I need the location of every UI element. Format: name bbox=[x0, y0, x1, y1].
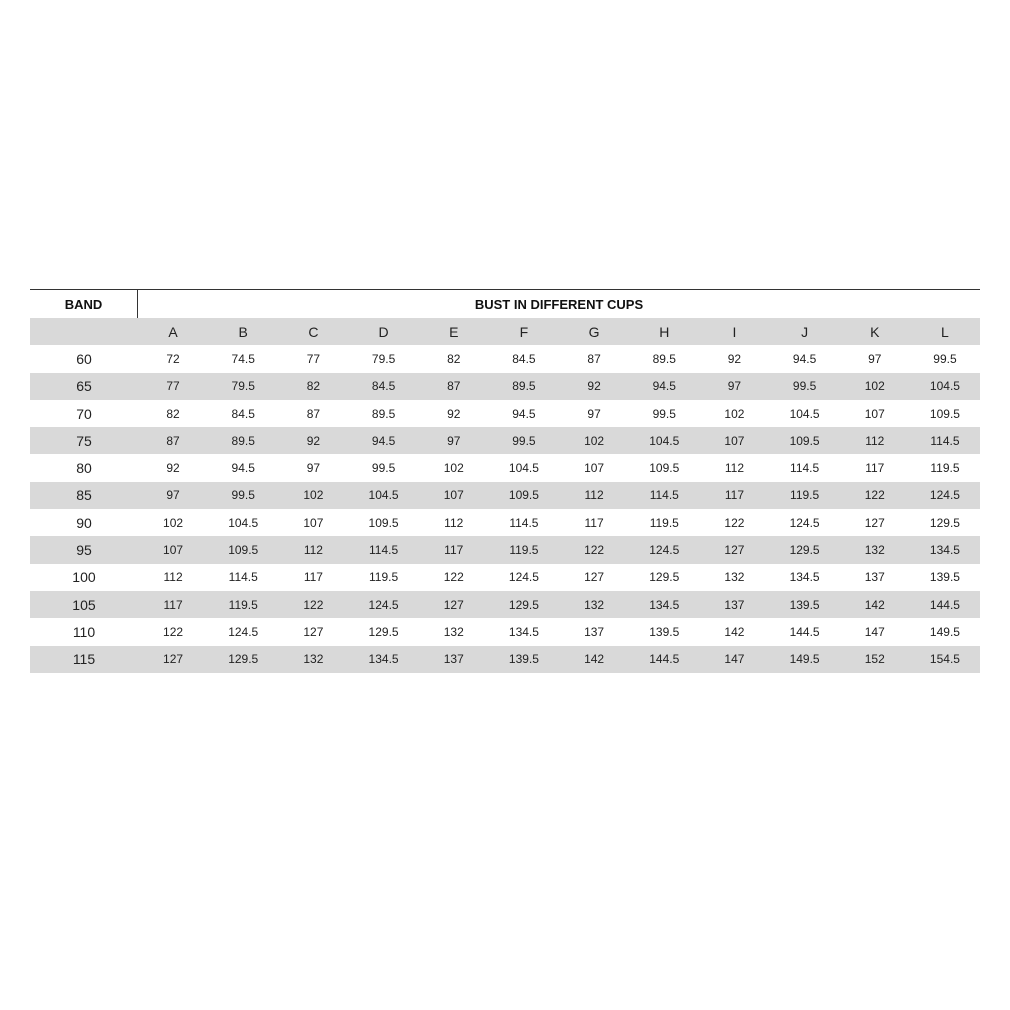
bust-measurement-cell: 112 bbox=[865, 433, 885, 448]
bust-measurement-cell: 119.5 bbox=[790, 488, 820, 503]
table-body bbox=[30, 345, 980, 673]
table-header-row bbox=[30, 290, 980, 318]
bust-measurement-cell: 74.5 bbox=[231, 351, 255, 366]
size-chart-table bbox=[30, 289, 980, 673]
bust-measurement-cell: 132 bbox=[864, 543, 885, 558]
bust-measurement-cell: 87 bbox=[587, 351, 601, 366]
bust-measurement-cell: 94.5 bbox=[512, 406, 536, 421]
bust-measurement-cell: 122 bbox=[163, 624, 184, 639]
bust-measurement-cell: 119.5 bbox=[509, 543, 539, 558]
bust-measurement-cell: 112 bbox=[724, 461, 744, 476]
bust-measurement-cell: 147 bbox=[864, 624, 885, 639]
bust-measurement-cell: 112 bbox=[444, 515, 464, 530]
bust-measurement-cell: 122 bbox=[303, 597, 324, 612]
band-size-cell: 65 bbox=[76, 378, 92, 395]
bust-measurement-cell: 144.5 bbox=[789, 624, 820, 639]
bust-measurement-cell: 112 bbox=[303, 543, 323, 558]
bust-measurement-cell: 107 bbox=[864, 406, 885, 421]
bust-measurement-cell: 147 bbox=[724, 652, 745, 667]
bust-measurement-cell: 124.5 bbox=[789, 515, 820, 530]
bust-measurement-cell: 117 bbox=[303, 570, 323, 585]
bust-measurement-cell: 99.5 bbox=[652, 406, 676, 421]
bust-measurement-cell: 127 bbox=[584, 570, 605, 585]
bust-measurement-cell: 139.5 bbox=[789, 597, 820, 612]
bust-measurement-cell: 134.5 bbox=[929, 543, 960, 558]
bust-measurement-cell: 102 bbox=[864, 379, 885, 394]
bust-measurement-cell: 97 bbox=[727, 379, 742, 394]
table-row bbox=[30, 427, 980, 454]
bust-measurement-cell: 104.5 bbox=[649, 433, 680, 448]
bust-measurement-cell: 149.5 bbox=[789, 652, 820, 667]
bust-measurement-cell: 99.5 bbox=[231, 488, 255, 503]
bust-measurement-cell: 117 bbox=[584, 515, 604, 530]
bust-measurement-cell: 154.5 bbox=[929, 652, 960, 667]
bust-measurement-cell: 142 bbox=[724, 624, 745, 639]
bust-measurement-cell: 77 bbox=[166, 379, 180, 394]
bust-measurement-cell: 89.5 bbox=[652, 351, 676, 366]
band-size-cell: 115 bbox=[72, 651, 96, 668]
bust-measurement-cell: 92 bbox=[587, 379, 601, 394]
bust-measurement-cell: 124.5 bbox=[649, 543, 680, 558]
bust-measurement-cell: 134.5 bbox=[649, 597, 680, 612]
bust-measurement-cell: 79.5 bbox=[231, 379, 255, 394]
cup-header-cell: J bbox=[801, 323, 809, 340]
bust-measurement-cell: 89.5 bbox=[371, 406, 396, 421]
bust-measurement-cell: 87 bbox=[447, 379, 461, 394]
cup-header-cell: F bbox=[519, 323, 529, 340]
cup-header-cell: A bbox=[168, 323, 178, 340]
bust-measurement-cell: 99.5 bbox=[792, 379, 817, 394]
band-size-cell: 70 bbox=[76, 405, 92, 422]
table-row bbox=[30, 509, 980, 536]
bust-measurement-cell: 129.5 bbox=[789, 543, 820, 558]
bust-measurement-cell: 139.5 bbox=[649, 624, 680, 639]
bust-measurement-cell: 107 bbox=[724, 433, 745, 448]
band-size-cell: 100 bbox=[72, 569, 96, 586]
cup-header-cell: C bbox=[308, 323, 319, 340]
bust-measurement-cell: 104.5 bbox=[368, 488, 399, 503]
band-size-cell: 80 bbox=[76, 460, 92, 477]
bust-measurement-cell: 84.5 bbox=[512, 351, 536, 366]
bust-measurement-cell: 129.5 bbox=[508, 597, 539, 612]
bust-measurement-cell: 122 bbox=[584, 543, 605, 558]
bust-measurement-cell: 109.5 bbox=[368, 515, 399, 530]
bust-measurement-cell: 114.5 bbox=[228, 570, 258, 585]
bust-measurement-cell: 92 bbox=[306, 433, 321, 448]
bust-measurement-cell: 127 bbox=[443, 597, 464, 612]
bust-measurement-cell: 127 bbox=[303, 624, 324, 639]
bust-column-header: BUST IN DIFFERENT CUPS bbox=[474, 296, 644, 312]
cup-header-cell: I bbox=[732, 323, 737, 340]
table-row bbox=[30, 564, 980, 591]
bust-measurement-cell: 114.5 bbox=[790, 461, 820, 476]
bust-measurement-cell: 79.5 bbox=[371, 351, 396, 366]
bust-measurement-cell: 94.5 bbox=[792, 351, 817, 366]
bust-measurement-cell: 84.5 bbox=[231, 406, 255, 421]
table-row bbox=[30, 591, 980, 618]
bust-measurement-cell: 112 bbox=[163, 570, 183, 585]
bust-measurement-cell: 114.5 bbox=[649, 488, 679, 503]
bust-measurement-cell: 97 bbox=[306, 461, 321, 476]
cup-header-cell: L bbox=[941, 323, 949, 340]
bust-measurement-cell: 142 bbox=[864, 597, 885, 612]
bust-measurement-cell: 137 bbox=[724, 597, 745, 612]
cup-header-cell: H bbox=[659, 323, 670, 340]
bust-measurement-cell: 124.5 bbox=[368, 597, 399, 612]
bust-measurement-cell: 102 bbox=[443, 461, 464, 476]
bust-measurement-cell: 149.5 bbox=[929, 624, 960, 639]
cup-header-cell: D bbox=[378, 323, 389, 340]
bust-measurement-cell: 122 bbox=[864, 488, 885, 503]
bust-measurement-cell: 139.5 bbox=[508, 652, 539, 667]
bust-measurement-cell: 99.5 bbox=[933, 351, 957, 366]
bust-measurement-cell: 119.5 bbox=[649, 515, 679, 530]
bust-measurement-cell: 132 bbox=[303, 652, 324, 667]
bust-measurement-cell: 99.5 bbox=[512, 433, 536, 448]
bust-measurement-cell: 107 bbox=[584, 461, 605, 476]
bust-measurement-cell: 97 bbox=[166, 488, 180, 503]
band-size-cell: 85 bbox=[76, 487, 92, 504]
bust-measurement-cell: 139.5 bbox=[929, 570, 960, 585]
bust-measurement-cell: 107 bbox=[303, 515, 324, 530]
bust-measurement-cell: 134.5 bbox=[508, 624, 539, 639]
table-row bbox=[30, 400, 980, 427]
table-row bbox=[30, 536, 980, 563]
bust-measurement-cell: 82 bbox=[447, 351, 461, 366]
bust-measurement-cell: 94.5 bbox=[371, 433, 396, 448]
bust-measurement-cell: 107 bbox=[443, 488, 464, 503]
bust-measurement-cell: 119.5 bbox=[369, 570, 399, 585]
bust-measurement-cell: 119.5 bbox=[930, 461, 960, 476]
bust-measurement-cell: 109.5 bbox=[929, 406, 960, 421]
bust-measurement-cell: 107 bbox=[163, 543, 184, 558]
bust-measurement-cell: 117 bbox=[444, 543, 464, 558]
bust-measurement-cell: 109.5 bbox=[228, 543, 259, 558]
bust-measurement-cell: 82 bbox=[306, 379, 321, 394]
bust-measurement-cell: 114.5 bbox=[930, 433, 960, 448]
bust-measurement-cell: 152 bbox=[864, 652, 885, 667]
bust-measurement-cell: 87 bbox=[306, 406, 321, 421]
bust-measurement-cell: 102 bbox=[303, 488, 324, 503]
bust-measurement-cell: 104.5 bbox=[929, 379, 960, 394]
bust-measurement-cell: 97 bbox=[587, 406, 601, 421]
band-size-cell: 75 bbox=[76, 432, 92, 449]
bust-measurement-cell: 132 bbox=[443, 624, 464, 639]
bust-measurement-cell: 144.5 bbox=[649, 652, 680, 667]
bust-measurement-cell: 137 bbox=[443, 652, 464, 667]
bust-measurement-cell: 134.5 bbox=[368, 652, 399, 667]
bust-measurement-cell: 122 bbox=[443, 570, 464, 585]
band-size-cell: 105 bbox=[72, 596, 96, 613]
band-column-header: BAND bbox=[64, 296, 103, 312]
cup-header-cell: E bbox=[449, 323, 459, 340]
bust-measurement-cell: 117 bbox=[865, 461, 885, 476]
bust-measurement-cell: 109.5 bbox=[649, 461, 680, 476]
bust-measurement-cell: 117 bbox=[724, 488, 744, 503]
bust-measurement-cell: 77 bbox=[306, 351, 321, 366]
bust-measurement-cell: 102 bbox=[163, 515, 184, 530]
cup-letter-row bbox=[30, 318, 980, 345]
bust-measurement-cell: 114.5 bbox=[509, 515, 539, 530]
bust-measurement-cell: 92 bbox=[447, 406, 461, 421]
bust-measurement-cell: 127 bbox=[724, 543, 745, 558]
bust-measurement-cell: 122 bbox=[724, 515, 745, 530]
bust-measurement-cell: 127 bbox=[163, 652, 184, 667]
bust-measurement-cell: 129.5 bbox=[649, 570, 680, 585]
bust-measurement-cell: 87 bbox=[166, 433, 180, 448]
bust-measurement-cell: 97 bbox=[868, 351, 882, 366]
bust-measurement-cell: 82 bbox=[166, 406, 180, 421]
bust-measurement-cell: 104.5 bbox=[228, 515, 259, 530]
bust-measurement-cell: 104.5 bbox=[508, 461, 539, 476]
bust-measurement-cell: 119.5 bbox=[228, 597, 258, 612]
bust-measurement-cell: 109.5 bbox=[789, 433, 820, 448]
bust-measurement-cell: 102 bbox=[584, 433, 605, 448]
bust-measurement-cell: 99.5 bbox=[371, 461, 396, 476]
bust-measurement-cell: 144.5 bbox=[929, 597, 960, 612]
bust-measurement-cell: 129.5 bbox=[228, 652, 259, 667]
bust-measurement-cell: 72 bbox=[166, 351, 180, 366]
bust-measurement-cell: 92 bbox=[727, 351, 742, 366]
band-size-cell: 95 bbox=[76, 542, 92, 559]
bust-measurement-cell: 84.5 bbox=[371, 379, 396, 394]
bust-measurement-cell: 124.5 bbox=[508, 570, 539, 585]
bust-measurement-cell: 124.5 bbox=[228, 624, 259, 639]
bust-measurement-cell: 112 bbox=[584, 488, 604, 503]
bust-measurement-cell: 89.5 bbox=[512, 379, 536, 394]
table-row bbox=[30, 454, 980, 481]
table-row bbox=[30, 646, 980, 673]
bust-measurement-cell: 132 bbox=[724, 570, 745, 585]
cup-header-cell: G bbox=[588, 323, 600, 340]
bust-measurement-cell: 89.5 bbox=[231, 433, 255, 448]
cup-header-cell: B bbox=[238, 323, 248, 340]
bust-measurement-cell: 132 bbox=[584, 597, 605, 612]
bust-measurement-cell: 104.5 bbox=[789, 406, 820, 421]
table-row bbox=[30, 618, 980, 645]
cup-header-cell: K bbox=[870, 323, 880, 340]
bust-measurement-cell: 129.5 bbox=[368, 624, 399, 639]
bust-measurement-cell: 134.5 bbox=[789, 570, 820, 585]
table-row bbox=[30, 482, 980, 509]
band-size-cell: 110 bbox=[72, 623, 96, 640]
bust-measurement-cell: 97 bbox=[447, 433, 461, 448]
bust-measurement-cell: 94.5 bbox=[231, 461, 255, 476]
bust-measurement-cell: 142 bbox=[584, 652, 605, 667]
bust-measurement-cell: 124.5 bbox=[929, 488, 960, 503]
bust-measurement-cell: 92 bbox=[166, 461, 180, 476]
table-row bbox=[30, 373, 980, 400]
bust-measurement-cell: 129.5 bbox=[929, 515, 960, 530]
bust-measurement-cell: 137 bbox=[584, 624, 605, 639]
bust-measurement-cell: 137 bbox=[864, 570, 885, 585]
table-row bbox=[30, 345, 980, 372]
bust-measurement-cell: 94.5 bbox=[652, 379, 676, 394]
bust-measurement-cell: 114.5 bbox=[369, 543, 399, 558]
band-size-cell: 90 bbox=[76, 514, 92, 531]
bust-measurement-cell: 127 bbox=[864, 515, 885, 530]
bust-measurement-cell: 117 bbox=[163, 597, 183, 612]
band-size-cell: 60 bbox=[76, 350, 92, 367]
bust-measurement-cell: 109.5 bbox=[508, 488, 539, 503]
bust-measurement-cell: 102 bbox=[724, 406, 745, 421]
